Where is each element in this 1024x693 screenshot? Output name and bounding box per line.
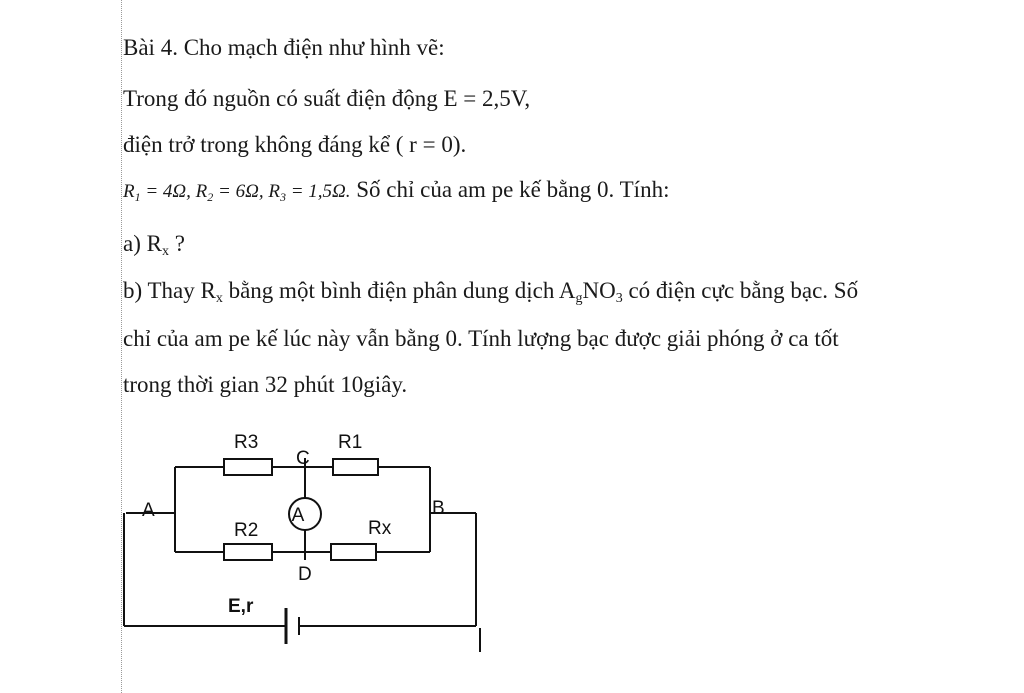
resistor-r1 <box>333 459 378 475</box>
label-r3: R3 <box>234 432 259 453</box>
label-r1: R1 <box>338 432 363 453</box>
question-a: a) $R_x$ ? <box>123 231 185 259</box>
resistor-r2 <box>224 544 272 560</box>
label-node-a: A <box>142 500 155 521</box>
ammeter-reading-text: Số chỉ của am pe kế bằng 0. Tính: <box>350 177 670 202</box>
label-node-c: C <box>296 448 310 469</box>
label-source: E,r <box>228 596 254 617</box>
question-b-line-3: trong thời gian 32 phút 10giây. <box>123 372 408 397</box>
problem-title: Bài 4. Cho mạch điện như hình vẽ: <box>123 35 445 60</box>
circuit-diagram <box>118 418 498 658</box>
problem-line-emf: Trong đó nguồn có suất điện động E = 2,5V, <box>123 86 531 111</box>
ammeter-label: A <box>291 505 305 526</box>
question-b-line-2: chỉ của am pe kế lúc này vẫn bằng 0. Tính lượng bạc được giải phóng ở ca tốt <box>123 326 839 351</box>
label-node-d: D <box>298 564 312 585</box>
question-b: b) Thay $R_x$ bằng một bình điện phân dung dịch $A_gNO_3$ có điện cực bằng bạc. Số <box>123 278 859 306</box>
resistor-r3 <box>224 459 272 475</box>
problem-line-internal-resistance: điện trở trong không đáng kể ( r = 0). <box>123 132 467 157</box>
resistor-rx <box>331 544 376 560</box>
r1-formula: $R_1 = 4\Omega$, $R_2 = 6\Omega$, $R_3 = 1,5\Omega$. <box>123 181 351 204</box>
label-r2: R2 <box>234 520 259 541</box>
label-rx: Rx <box>368 518 392 539</box>
label-node-b: B <box>432 498 445 519</box>
problem-line-resistances <box>123 175 669 212</box>
